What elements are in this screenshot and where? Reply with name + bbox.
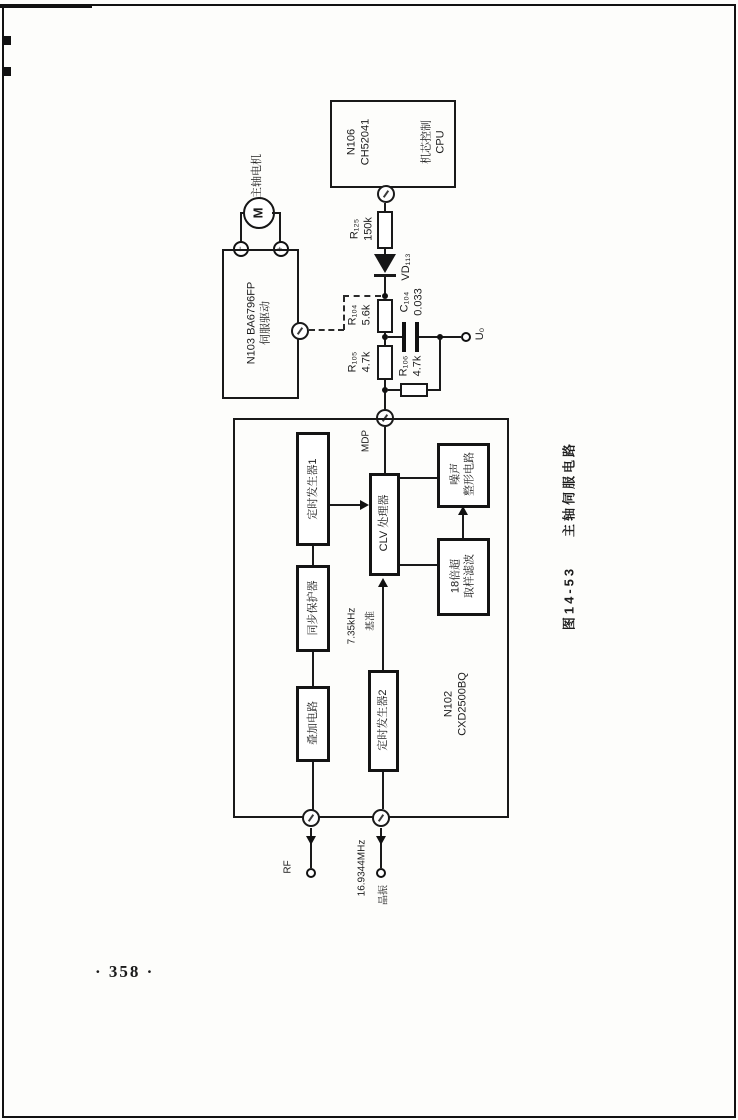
servo-driver-label (245, 282, 274, 365)
output-label: U₀ (473, 327, 486, 341)
r104-label: R₁₀₄ 5.6k (346, 304, 373, 326)
r125-label: R₁₂₅ 150k (348, 217, 375, 241)
output-terminal (461, 332, 471, 342)
wire-dashed (309, 329, 344, 331)
servo-output-pin (291, 322, 309, 340)
wire (439, 338, 441, 391)
tg2-label: 定时发生器2 (376, 689, 389, 751)
servo-ref: N103 BA6796FP (245, 281, 258, 365)
rf-pin (302, 809, 320, 827)
resistor-r125 (377, 211, 393, 249)
resistor-r106 (400, 383, 428, 397)
cpu-ref-label (345, 119, 374, 165)
wire (382, 772, 384, 809)
diode-vd113 (374, 254, 396, 273)
wire (400, 477, 437, 479)
sync-label: 同步保护器 (306, 580, 319, 636)
sample-label: 18倍超 取样滤波 (449, 554, 476, 598)
ic-name-label: N102 CXD2500BQ (442, 672, 469, 736)
wire-dashed (343, 295, 381, 297)
scan-artifact (0, 4, 92, 8)
noise-label: 噪声 整形电路 (449, 452, 476, 496)
scan-artifact (4, 67, 11, 76)
arrow-up-icon (458, 506, 468, 515)
page-number: · 358 · (95, 962, 155, 981)
wire (400, 564, 437, 566)
arrow-down-icon (306, 836, 316, 845)
mdp-pin-label: MDP (360, 429, 372, 453)
rf-terminal (306, 868, 316, 878)
wire (384, 393, 386, 410)
resistor-r105 (377, 345, 393, 380)
wire (384, 427, 386, 473)
arrow-down-icon (376, 836, 386, 845)
wire (312, 546, 314, 565)
motor-terminal-neg: − (233, 241, 249, 257)
wire (312, 762, 314, 810)
servo-function: 伺服驱动 (260, 301, 272, 345)
motor-label: 主轴电机 (250, 154, 263, 198)
r105-label: R₁₀₅ 4.7k (346, 351, 373, 373)
arrow-right-icon (360, 500, 369, 510)
motor-terminal-pos: + (273, 241, 289, 257)
scan-artifact (4, 36, 11, 45)
clv-label: CLV 处理器 (377, 494, 390, 552)
tg1-label: 定时发生器1 (306, 458, 319, 520)
wire (279, 212, 281, 242)
cpu-ref-line1: N106 (345, 128, 358, 156)
wire (330, 504, 361, 506)
cpu-ref-line2: CH52041 (360, 118, 372, 166)
cpu-pin (377, 185, 395, 203)
wire (382, 587, 384, 670)
motor-letter: M (250, 207, 266, 219)
xtal-terminal (376, 868, 386, 878)
wire-dashed (343, 296, 345, 330)
wire (240, 212, 242, 242)
xtal-pin (372, 809, 390, 827)
wire (462, 514, 464, 538)
capacitor-c104-plate (402, 322, 406, 352)
cpu-fn-line1: 机芯控制 (420, 120, 433, 164)
rf-label: RF (282, 860, 294, 874)
resistor-r104 (377, 299, 393, 333)
wire (310, 828, 312, 868)
arrow-up-icon (378, 578, 388, 587)
wire (312, 652, 314, 686)
vd113-label: VD₁₁₃ (399, 253, 412, 281)
adder-label: 叠加电路 (306, 701, 319, 745)
cpu-fn-line2: CPU (435, 130, 447, 154)
wire (388, 336, 403, 338)
wire (384, 203, 386, 211)
motor-symbol (243, 197, 275, 229)
c104-label: C₁₀₄ 0.033 (398, 288, 425, 316)
r106-label: R₁₀₆ 4.7k (397, 355, 424, 377)
figure-number: 图14-53 (561, 565, 577, 631)
cpu-function-label (420, 120, 449, 164)
xtal-freq-label: 16.9344MHz (356, 839, 368, 897)
wire (380, 828, 382, 868)
freq-label: 7.35kHz (346, 607, 358, 645)
freq-word-label: 基准 (365, 611, 377, 631)
wire (388, 389, 400, 391)
xtal-name-label: 晶振 (378, 885, 390, 905)
figure-title: 主轴伺服电路 (561, 440, 577, 538)
